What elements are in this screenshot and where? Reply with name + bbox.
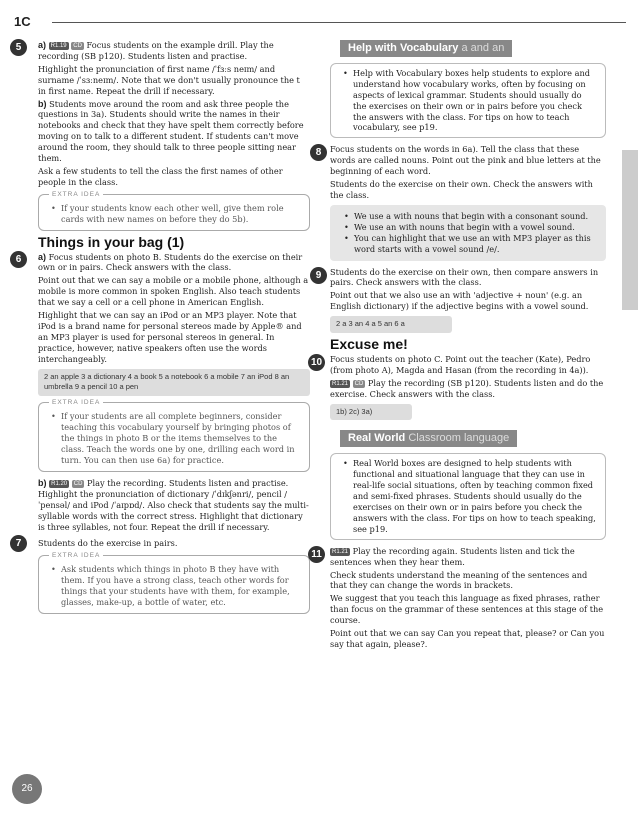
recording-badge: R1.20 (51, 480, 68, 487)
recording-badge: R1.19 (50, 43, 67, 49)
exercise-number-6: 6 (10, 251, 27, 268)
extra-idea-tag: EXTRA IDEA (49, 551, 103, 562)
help-banner-title: Help with Vocabulary (348, 42, 459, 54)
help-with-vocabulary-banner (340, 40, 512, 57)
heading-excuse-me: Excuse me! (330, 336, 408, 353)
s6-b-label: b) (38, 477, 47, 488)
help-banner-sub: a and an (461, 42, 505, 54)
section-6 (15, 251, 310, 533)
s11-p4: Point out that we can say Can you repeat that, please? or Can you say that again, please?. (330, 628, 605, 649)
s6-p2: Point out that we can say a mobile or a mobile phone, although a mobile is more common in spoken English. Also teach students that we say a cell or a cell phone in American English. (38, 275, 309, 308)
s6-p3: Highlight that we can say an iPod or an MP3 player. Note that iPod is a brand name for personal stereos made by Apple® and an MP3 player is used for personal stereos in general. In practice, however, native speakers often use the words interchangeably. (38, 310, 302, 364)
s5-b-label: b) (38, 98, 47, 109)
exercise-number-11: 11 (308, 546, 325, 563)
extra-idea-box (38, 190, 310, 231)
s9-p2: Point out that we also use an with 'adjective + noun' (e.g. an English dictionary) if the adjective begins with a vowel sound. (330, 290, 589, 312)
s6-a-label: a) (38, 251, 47, 262)
header-rule (52, 22, 626, 23)
s7-text: Students do the exercise in pairs. (38, 538, 178, 549)
rw-banner-sub: Classroom language (408, 432, 510, 445)
s10-text: Focus students on photo C. Point out the teacher (Kate), Pedro (from photo A), Magda and Hasan (from the recording in 4a)). (330, 353, 591, 375)
extra-idea-box (38, 552, 310, 614)
s5-b-text: Students move around the room and ask three people the questions in 3a). Students should write the names in their notebooks and check that they have spelt them correctly before moving on to talk to a different student. If students can't move around the room, they should talk to three people sitting near them. (38, 98, 304, 164)
s11-p3: We suggest that you teach this language as fixed phrases, rather than focus on the grammar of these sentences at this stage of the course. (330, 593, 604, 626)
cd-icon: CD (73, 480, 83, 487)
extra-idea-text: • If your students know each other well, give them role cards with new names on before they do 5b). (51, 203, 301, 225)
extra-idea-tag: EXTRA IDEA (49, 190, 103, 201)
s5-a-text: Focus students on the example drill. Play the recording (SB p120). Students listen and practise. (38, 40, 274, 61)
rule-item: • You can highlight that we use an with MP3 player as this word starts with a vowel sound /e/. (344, 233, 596, 255)
page-number: 26 (12, 774, 42, 804)
exercise-number-9: 9 (310, 267, 327, 284)
s5-a (38, 40, 310, 62)
exercise-number-7: 7 (10, 535, 27, 552)
cd-icon: CD (354, 380, 364, 387)
extra-idea-text: • Ask students which things in photo B they have with them. If you have a strong class, teach other words for things that your students have with them, for example, glasses, make-up, a bottle of water, etc. (51, 564, 301, 608)
section-7 (15, 538, 310, 614)
rule-item: • We use a with nouns that begin with a consonant sound. (344, 211, 596, 222)
s5-p2: Highlight the pronunciation of first name /ˈfɜːs neɪm/ and surname /ˈsɜːneɪm/. Note that we don't usually pronounce the t in first name. Repeat the drill if necessary. (38, 63, 300, 96)
answer-box: 2 an apple 3 a dictionary 4 a book 5 a notebook 6 a mobile 7 an iPod 8 an umbrella 9 a pencil 10 a pen (38, 369, 310, 397)
extra-idea-tag: EXTRA IDEA (49, 398, 103, 409)
s6-a (38, 252, 310, 274)
rw-intro-text: • Real World boxes are designed to help students with functional and situational language that they can use in real-life social situations, often by teaching common fixed and semi-fixed phrases. Students should usually do the exercises on their own or in pairs before you check the answers with the class. For tips on how to teach speaking, see p19. (343, 458, 597, 534)
help-intro-box (330, 63, 606, 138)
page-edge-tab (622, 150, 638, 310)
help-intro-text: • Help with Vocabulary boxes help students to explore and understand how vocabulary works, often by focusing on aspects of lexical grammar. Students should usually do the exercises on their own or in pairs before you check the answers with the class. For tips on how to teach vocabulary, see p19. (343, 68, 597, 133)
recording-badge: R1.21 (332, 548, 349, 555)
s10-p2 (330, 378, 606, 400)
section-9 (315, 266, 606, 334)
real-world-intro-box (330, 453, 606, 539)
section-8 (315, 144, 606, 260)
s11-p2: Check students understand the meaning of the sentences and that they can change the words in brackets. (330, 569, 588, 591)
extra-idea-text: • If your students are all complete beginners, consider teaching this vocabulary yourself by bringing photos of the things in photo B or the items themselves to the class. Teach the words one by one, drilling each word in turn. You can then use 6a) for practice. (51, 411, 301, 466)
unit-label: 1C (14, 14, 31, 29)
real-world-banner (340, 430, 517, 447)
extra-idea-box (38, 399, 310, 472)
s5-b (38, 99, 310, 164)
s5-p4: Ask a few students to tell the class the first names of other people in the class. (38, 165, 283, 187)
cd-icon: CD (73, 43, 82, 49)
s6-b (38, 478, 310, 533)
rule-item: • We use an with nouns that begin with a vowel sound. (344, 222, 596, 233)
exercise-number-8: 8 (310, 144, 327, 161)
left-column (15, 40, 310, 620)
exercise-number-10: 10 (308, 354, 325, 371)
s5-a-label: a) (38, 40, 47, 50)
s8-text: Focus students on the words in 6a). Tell the class that these words are called nouns. Point out the pink and blue letters at the beginning of each word. (330, 144, 601, 177)
s10-p2-text: Play the recording (SB p120). Students listen and do the exercise. Check answers with the class. (330, 377, 604, 399)
answer-box: 2 a 3 an 4 a 5 an 6 a (330, 316, 452, 333)
recording-badge: R1.21 (332, 380, 349, 387)
s8-p2: Students do the exercise on their own. Check the answers with the class. (330, 179, 593, 200)
section-10 (310, 353, 606, 421)
rules-panel (330, 205, 606, 261)
s11-text-body: Play the recording again. Students listen and tick the sentences when they hear them. (330, 545, 575, 567)
answer-box: 1b) 2c) 3a) (330, 404, 412, 421)
section-5 (15, 40, 310, 231)
s6-a-text: Focus students on photo B. Students do the exercise on their own or in pairs. Check answers with the class. (38, 251, 303, 273)
s11-text (330, 546, 606, 568)
rw-banner-title: Real World (348, 432, 406, 445)
s9-text: Students do the exercise on their own, then compare answers in pairs. Check answers with the class. (330, 266, 599, 288)
right-column (310, 40, 606, 652)
section-11 (311, 545, 606, 650)
s6-b-text: Play the recording. Students listen and practise. Highlight the pronunciation of dictionary /ˈdɪkʃənri/, pencil /ˈpensəl/ and iPod /ˈaɪpɒd/. Also check that students say the multi-syllable words with the correct stress. Highlight that dictionary is three syllables, not four. Repeat the drill if necessary. (38, 477, 309, 532)
exercise-number-5: 5 (10, 39, 27, 56)
heading-things-in-bag: Things in your bag (1) (38, 233, 185, 250)
